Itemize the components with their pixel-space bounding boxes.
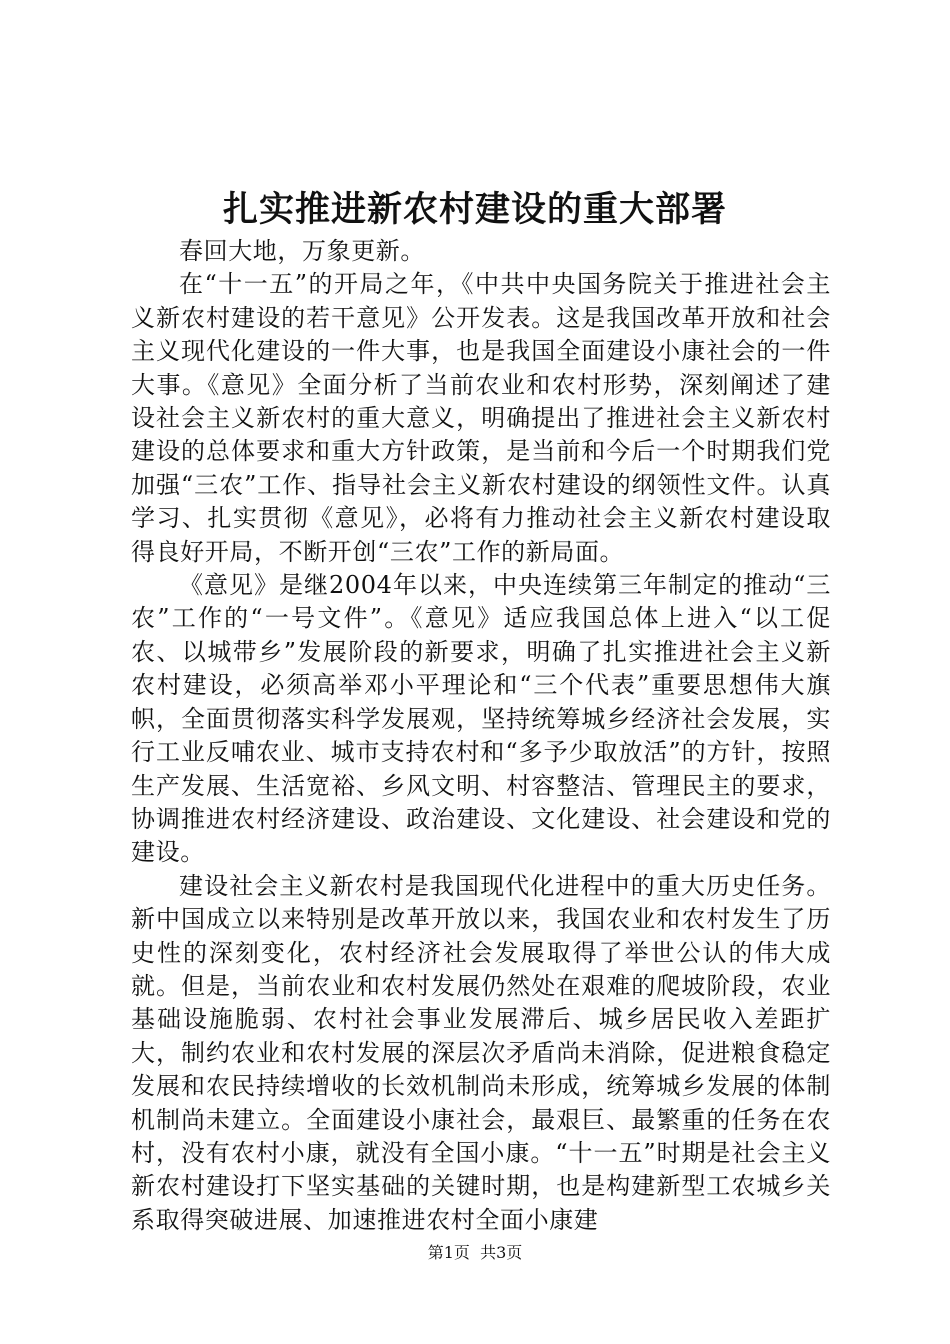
- page-number: 第1页 共3页: [427, 1243, 523, 1262]
- paragraph-1: 在“十一五”的开局之年，《中共中央国务院关于推进社会主义新农村建设的若干意见》公开发表。这是我国改革开放和社会主义现代化建设的一件大事，也是我国全面建设小康社会的一件大事。《意见》全面分析了当前农业和农村形势，深刻阐述了建设社会主义新农村的重大意义，明确提出了推进社会主义新农村建设的总体要求和重大方针政策，是当前和今后一个时期我们党加强“三农”工作、指导社会主义新农村建设的纲领性文件。认真学习、扎实贯彻《意见》，必将有力推动社会主义新农村建设取得良好开局，不断开创“三农”工作的新局面。: [131, 270, 831, 566]
- paragraph-3: 建设社会主义新农村是我国现代化进程中的重大历史任务。新中国成立以来特别是改革开放以来，我国农业和农村发生了历史性的深刻变化，农村经济社会发展取得了举世公认的伟大成就。但是，当前农业和农村发展仍然处在艰难的爬坡阶段，农业基础设施脆弱、农村社会事业发展滞后、城乡居民收入差距扩大，制约农业和农村发展的深层次矛盾尚未消除，促进粮食稳定发展和农民持续增收的长效机制尚未形成，统筹城乡发展的体制机制尚未建立。全面建设小康社会，最艰巨、最繁重的任务在农村，没有农村小康，就没有全国小康。“十一五”时期是社会主义新农村建设打下坚实基础的关键时期，也是构建新型工农城乡关系取得突破进展、加速推进农村全面小康建: [131, 871, 831, 1234]
- paragraph-opening: 春回大地，万象更新。: [179, 237, 425, 265]
- document-title: 扎实推进新农村建设的重大部署: [222, 189, 727, 230]
- page-footer: [0, 1243, 950, 1263]
- paragraph-2: 《意见》是继2004年以来，中央连续第三年制定的推动“三农”工作的“一号文件”。《意见》适应我国总体上进入“以工促农、以城带乡”发展阶段的新要求，明确了扎实推进社会主义新农村建设，必须高举邓小平理论和“三个代表”重要思想伟大旗帜，全面贯彻落实科学发展观，坚持统筹城乡经济社会发展，实行工业反哺农业、城市支持农村和“多予少取放活”的方针，按照生产发展、生活宽裕、乡风文明、村容整洁、管理民主的要求，协调推进农村经济建设、政治建设、文化建设、社会建设和党的建设。: [131, 571, 831, 867]
- document-body: [131, 235, 831, 1237]
